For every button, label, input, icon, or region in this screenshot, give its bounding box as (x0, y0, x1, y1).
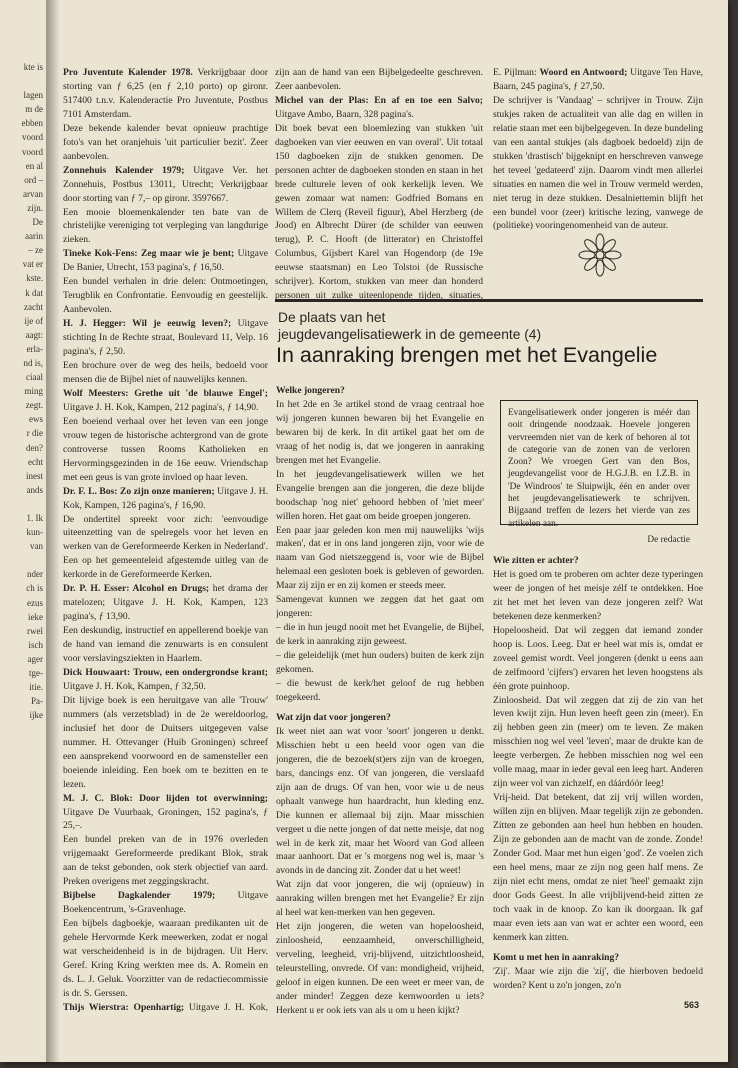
review-body: Uitgave Ambo, Baarn, 328 pagina's. (275, 108, 414, 120)
previous-page-fragment: itie. (29, 682, 43, 693)
review-body: Deze bekende kalender bevat opnieuw prachtige foto's van het oranjehuis 'uit particulier bezit'. Zeer aanbevolen. (63, 122, 268, 162)
review-title: H. J. Hegger: Wil je eeuwig leven?; (63, 318, 232, 330)
book-reviews-column-1 (63, 66, 268, 1016)
article-paragraph: 'Zij'. Maar wie zijn die 'zij', die hierboven bedoeld worden? Kent u zo'n jongen, zo'n (493, 965, 703, 991)
previous-page-fragment: ije of (24, 315, 43, 326)
review-title: Dr. F. L. Bos: Zo zijn onze manieren; (63, 485, 215, 497)
review-entry (63, 917, 268, 1001)
article-paragraph: Wat zijn dat voor jongeren, die wij (opnieuw) in aanraking willen brengen met het Evangelie? Er zijn al heel wat ken-merken van hen gegeven. (276, 879, 484, 919)
review-entry (275, 122, 483, 302)
intro-text: Evangelisatiewerk onder jongeren is méér dan ooit dringende noodzaak. Hoevele jongeren vervreemden niet van de kerk of behoren al tot de categorie van de zonen van de verloren Zoon? We vroegen Gert van den Bos, jeugdevangelist voor de H.G.J.B. en I.Z.B. in 'De Windroos' te Sluipwijk, één en ander over het jeugdevangelisatiewerk te schrijven. Bijgaand treffen de lezers het vierde van zes artikelen aan. (508, 408, 690, 529)
review-entry (63, 1001, 268, 1016)
kicker-line-1: De plaats van het (278, 310, 386, 325)
previous-page-fragment: voord (22, 146, 43, 157)
previous-page-fragment: r die (26, 428, 43, 439)
previous-page-fragment: ord – (24, 174, 43, 185)
review-body: Uitgave stichting In de Rechte straat, Boulevard 11, Velp. 16 pagina's, ƒ 2,50. (63, 318, 268, 358)
review-entry (63, 359, 268, 387)
previous-page-fragment: ews (29, 414, 43, 425)
page-number: 563 (684, 1000, 700, 1010)
review-entry (63, 247, 268, 275)
review-title: Dick Houwaart: Trouw, een ondergrondse krant; (63, 666, 268, 678)
review-body: het drama der matelozen; Uitgave J. H. Kok, Kampen, 123 pagina's, ƒ 13,90. (63, 583, 268, 623)
article-headline: In aanraking brengen met het Evangelie (276, 343, 658, 367)
review-entry (63, 485, 268, 513)
review-body: Uitgave J. H. Kok, Kampen, 212 pagina's, ƒ 14,90. (63, 401, 259, 413)
previous-page-fragment: aarin (25, 231, 43, 242)
review-entry (63, 833, 268, 889)
previous-page-fragment: arvan (23, 188, 43, 199)
previous-page-fragment: tge- (29, 668, 43, 679)
previous-page-fragment: ming (24, 386, 43, 397)
article-paragraph: Vrij-heid. Dat betekent, dat zij vrij willen worden, willen zijn en blijven. Maar tegelijk zijn ze gebonden. Zitten ze gebonden aan heel hun hebben en houden. Zijn ze gebonden aan de macht van de zonde. Zonde! Zonder God. Maar met hun eigen 'god'. Ze voelen zich een heel mens, maar ze zijn nog geen half mens. Ze zijn niet echt mens, omdat ze niet 'heel' gemaakt zijn door Gods Geest. In alle vrijblijvend-heid zitten ze toch vaak in de knoop. Zo kan ik doorgaan. Ik gaf maar even iets aan van wat er achter een woord, een kenmerk kan zitten. (493, 792, 703, 943)
review-author: E. Pijlman: (493, 67, 540, 78)
review-entry (63, 666, 268, 694)
article-paragraph: – die in hun jeugd nooit met het Evangelie, de Bijbel, de kerk in aanraking zijn geweest. (276, 622, 484, 648)
review-body: Een deskundig, instructief en appellerend boekje van de hand van iemand die zenuwarts is en consulent voor verslavingsziekten in Haarlem. (63, 625, 268, 665)
review-entry (493, 66, 703, 94)
review-body: Een mooie bloemenkalender ten bate van de christelijke vereniging tot verpleging van langdurige zieken. (63, 206, 268, 246)
previous-page-fragment: echt (28, 456, 43, 467)
review-title: Tineke Kok-Fens: Zeg maar wie je bent; (63, 248, 235, 260)
previous-page-fragment: erla- (26, 343, 43, 354)
previous-page-fragment (0, 497, 46, 511)
review-entry (63, 513, 268, 583)
review-body: Uitgave J. H. Kok, (188, 1001, 268, 1013)
previous-page-fragment: en al (25, 160, 43, 171)
article-paragraph: In het jeugdevangelisatiewerk willen we het Evangelie brengen aan die jongeren, die deze blijde boodschap 'nog niet' gehoord hebben of 'niet meer' willen horen. Het gaat om beide groepen jongeren. (276, 468, 484, 522)
previous-page-fragment: van (30, 541, 43, 552)
previous-page-fragment: kun- (26, 527, 43, 538)
previous-page-fragment: m de (25, 104, 43, 115)
review-body: zijn aan de hand van een Bijbelgedeelte geschreven. Zeer aanbevolen. (275, 67, 483, 92)
previous-page-fragment: ijke (29, 710, 43, 720)
previous-page-fragment: nder (27, 569, 43, 580)
previous-page-fragment: lagen (23, 90, 43, 101)
review-body: Dit boek bevat een bloemlezing van stukken 'uit dagboeken van vier eeuwen en van overal'. Uit totaal 150 dagboeken zijn de stukken genomen. De personen achter de dagboeken stonden en staan in het brede culturele leven of ook kerkelijk leven. We gewen zomaar wat namen: Godfried Bomans en Willem de Clerq (Reveil figuur), Abel Herzberg (de Jood) en Albrecht Dürer (de schilder van eeuwen terug), P. C. Hooft (de litterator) en Christoffel Columbus, Gijsbert Karel van Hogendorp (de 19e eeuwse staatsman) en Leo Tolstoi (de Russische schrijver). Kortom, stukken van meer dan honderd personen uit zulke uiteenlopende tijden, situaties, (275, 122, 483, 302)
review-entry (63, 624, 268, 666)
previous-page-fragment: De (32, 217, 43, 228)
book-reviews-column-2 (275, 66, 483, 302)
review-body: Uitgave Ver. het Zonnehuis, Postbus 13011, Utrecht; Verkrijgbaar door storting van ƒ 7,– op gironr. 3597667. (63, 164, 268, 204)
article-paragraph: Een paar jaar geleden kon men mij nauwelijks 'wijs maken', dat er in ons land jongeren zijn, voor wie de naam van God nietszeggend is, voor wie de Bijbel helemaal een gesloten boek is gebleven of geworden. Maar zij zijn er en zij komen er steeds meer. (276, 524, 484, 592)
review-entry (63, 275, 268, 317)
article-column-2 (493, 548, 703, 1018)
previous-page-fragment: – ze (28, 245, 43, 256)
floral-ornament-icon (575, 230, 625, 280)
previous-page-fragment: zegt. (25, 400, 43, 411)
review-body: Uitgave De Banier, Utrecht, 153 pagina's, ƒ 16,50. (63, 248, 268, 274)
previous-page-fragment: rwel (27, 625, 43, 636)
article-kicker (278, 309, 698, 343)
review-body: De schrijver is 'Vandaag' – schrijver in Trouw. Zijn stukjes raken de actualiteit van alle dag en willen in relatie staan met een bijbelgegeven. In deze bundeling van een aantal stukjes (als dagboek bedoeld) zijn de stukken 'drastisch' bijgeknipt en herschreven vanwege het teveel 'gedateerd' zijn. Daarom vindt men allerlei situaties en namen die wel in Trouw vermeld werden, niet terug in deze stukken. Desalniettemin blijft het een bundel voor (zeer) kritische lezing, vanwege de (politieke) vooringenomenheid van de auteur. (493, 94, 703, 232)
previous-page-fragment: ch is (26, 583, 43, 594)
gutter-shadow (46, 0, 60, 1062)
article-paragraph: – die geleidelijk (met hun ouders) buiten de kerk zijn gekomen. (276, 650, 484, 676)
article-paragraph: In het 2de en 3e artikel stond de vraag centraal hoe wij jongeren kunnen bewaren bij het Evangelie en bewaren bij de kerk. In dit artikel gaat het om de vraag of het nodig is, dat we jongeren in aanraking brengen met het Evangelie. (276, 398, 484, 466)
review-body: Uitgave Ten Have, Baarn, 245 pagina's, ƒ 27,50. (493, 67, 703, 92)
article-paragraph: Het is goed om te proberen om achter deze typeringen weer de jongen of het meisje zélf te ontdekken. Hoe zit het met het leven van deze jongeren zelf? Wat betekenen deze kenmerken? (493, 568, 703, 622)
review-title: Bijbelse Dagkalender 1979; (63, 890, 216, 902)
review-entry (275, 66, 483, 94)
review-title: Pro Juventute Kalender 1978. (63, 67, 193, 78)
previous-page-fragment: kte is (23, 62, 43, 72)
review-entry (63, 387, 268, 415)
review-title: Zonnehuis Kalender 1979; (63, 164, 185, 176)
previous-page-fragment (0, 74, 46, 88)
previous-page-fragment: Pa- (31, 696, 43, 707)
review-title: M. J. C. Blok: Door lijden tot overwinning; (63, 792, 268, 804)
review-entry (63, 415, 268, 485)
review-body: De ondertitel spreekt voor zich: 'eenvoudige uiteenzetting van de spelregels voor het leven en werken van de Gereformeerde Kerken in Nederland'. Een op het gemeenteleid afgestemde uitleg van de kerkorde in de Gereformeerde Kerken. (63, 513, 268, 581)
intro-signature: De redactie (647, 534, 690, 545)
editorial-intro-box (500, 400, 698, 545)
review-entry (63, 582, 268, 624)
review-entry (63, 792, 268, 834)
review-entry (275, 94, 483, 122)
kicker-line-2: jeugdevangelisatiewerk in de gemeente (4) (278, 327, 542, 342)
previous-page-fragment: inest (26, 470, 43, 481)
article-paragraph: Ik weet niet aan wat voor 'soort' jongeren u denkt. Misschien hebt u een beeld voor ogen van die jongeren, die de bezoek(st)ers zijn van de kroegen, bars, dancings enz. Of van jongeren, die verslaafd zijn aan de drugs. Of van hen, voor wie u de neus ophaalt vanwege hun haardracht, hun kleding enz. Die kunnen er allemaal bij zijn. Maar misschien vergeet u die nette jongen of dat nette meisje, dat nog wel in de kerk zit, maar het Woord van God alleen maar aanhoort. Dat er 's morgens nog wel is, maar 's avonds in de dancing zit. Zonder dat u het weet! (276, 725, 484, 877)
previous-page-fragment: ciaal (26, 372, 43, 383)
review-entry (63, 66, 268, 122)
article-paragraph: – die bewust de kerk/het geloof de rug hebben toegekeerd. (276, 678, 484, 703)
review-body: Uitgave Boekencentrum, 's-Gravenhage. (63, 890, 268, 916)
review-body: Een bundel verhalen in drie delen: Ontmoetingen, Terugblik en Confrontatie. Eenvoudig en geestelijk. Aanbevolen. (63, 276, 268, 316)
review-body: Een boeiend verhaal over het leven van een jonge vrouw tegen de historische achtergrond van de grote controverse tussen Rooms Katholieken en Hervormingsgezinden in de 16e eeuw. Vriendschap met een geus is van grote invloed op haar leven. (63, 415, 268, 483)
article-divider (275, 299, 703, 302)
article-subheading: Komt u met hen in aanraking? (493, 951, 620, 963)
review-body: Een bijbels dagboekje, waaraan predikanten uit de gehele Hervormde Kerk meewerken, zodat er nogal wat verscheidenheid is in de bijdragen. Uit Herv. Geref. Kring Kring werkten mee ds. A. Romein en ds. L. J. Geluk. Voorzitter van de redactiecommissie is dr. S. Gerssen. (63, 918, 268, 999)
review-body: Uitgave J. H. Kok, Kampen, ƒ 32,50. (63, 680, 206, 692)
previous-page-fragment: ebben (21, 118, 43, 129)
previous-page-fragment: kste. (26, 273, 43, 284)
previous-page-fragment: den? (26, 442, 43, 453)
review-entry (63, 122, 268, 164)
article-paragraph: Hopeloosheid. Dat wil zeggen dat iemand zonder hoop is. Loos. Leeg. Dat er heel wat mis is, omdat er zoveel gemist wordt. Veel jongeren (denkt u eens aan de zelfmoord 'cijfers') ervaren het leven hoogstens als één grote puinhoop. (493, 624, 703, 692)
review-title: Michel van der Plas: En af en toe een Salvo; (275, 94, 483, 106)
review-title: Woord en Antwoord; (539, 67, 628, 78)
previous-page-fragment: zijn. (27, 202, 43, 213)
article-paragraph: Zinloosheid. Dat wil zeggen dat zij de zin van het leven kwijt zijn. Hun leven heeft geen zin (meer). En zij hebben geen zin (meer) om te leven. Ze maken misschien nog wel veel 'leven', maar de drukte kan de leegte verbergen. Ze hebben misschien nog wel een volle maag, maar in ieder geval een leeg hart. Anderen zijn weer vol van zichzelf, en dáárdóór leeg! (493, 694, 703, 790)
review-body: Een bundel preken van de in 1976 overleden vrijgemaakt Gereformeerde predikant Blok, strak aan de tekst gebonden, ook sterk objectief van aard. Preken overigens met zeggingskracht. (63, 834, 268, 888)
review-title: Dr. P. H. Esser: Alcohol en Drugs; (63, 583, 210, 595)
article-subheading: Wie zitten er achter? (493, 555, 579, 566)
article-subheading: Wat zijn dat voor jongeren? (276, 711, 391, 723)
review-body: Uitgave J. H. Kok, Kampen, 126 pagina's, ƒ 16,90. (63, 485, 268, 511)
previous-page-fragment: voord (22, 132, 43, 143)
review-body: Verkrijgbaar door storting van ƒ 6,25 (en ƒ 2,10 porto) op gironr. 517400 t.n.v. Kalenderactie Pro Juventute, Postbus 7101 Amsterdam. (63, 67, 268, 120)
previous-page-fragment: ieke (28, 611, 43, 622)
review-title: Thijs Wierstra: Openhartig; (63, 1001, 185, 1013)
review-body: Een brochure over de weg des heils, bedoeld voor mensen die de Bijbel niet of nauwelijks kennen. (63, 360, 268, 385)
article-paragraph: Samengevat kunnen we zeggen dat het gaat om jongeren: (276, 594, 484, 620)
review-entry (63, 164, 268, 206)
previous-page-fragment: ezus (27, 597, 43, 608)
previous-page-fragment: zacht (24, 301, 43, 312)
article-paragraph: Het zijn jongeren, die weten van hopeloosheid, zinloosheid, eenzaamheid, onverschilligheid, verveling, leegheid, vrij-blijvend, uitzichtloosheid, teleurstelling, onvrede. Of van: mondigheid, vrijheid, geloof in eigen kunnen. De een weet er meer van, de ander minder! Zeggen deze kernwoorden u iets? Herkent u er ook iets van als u om u heen kijkt? (276, 921, 484, 1016)
review-body: Uitgave De Vuurbaak, Groningen, 152 pagina's, ƒ 25,–. (63, 806, 268, 832)
previous-page-fragment: ager (27, 653, 43, 664)
previous-page-fragment: k dat (25, 287, 43, 298)
previous-page-fragment (0, 553, 46, 567)
review-entry (63, 889, 268, 917)
previous-page-fragment: ands (26, 484, 43, 495)
review-entry (63, 317, 268, 359)
previous-page-fragment: nd is, (23, 357, 43, 368)
previous-page-fragment: isch (28, 639, 43, 650)
review-title: Wolf Meesters: Grethe uit 'de blauwe Engel'; (63, 387, 268, 399)
article-column-1 (276, 378, 484, 1018)
previous-page-edge (0, 60, 46, 720)
previous-page-fragment: vat er (22, 259, 43, 270)
previous-page-fragment: aagt: (25, 329, 43, 340)
previous-page-fragment: 1. Ik (26, 513, 43, 523)
review-body: Dit lijvige boek is een heruitgave van alle 'Trouw' nummers (als verzetsblad) in de 2e wereldoorlog, inclusief het door de Duitsers uitgegeven valse nummer. H. Ottevanger (Huib Groningen) schreef een aansprekend voorwoord en de samensteller een boeiende inleiding. Een boek om te bezitten en te lezen. (63, 694, 268, 790)
article-subheading: Welke jongeren? (276, 385, 345, 396)
review-entry (63, 694, 268, 792)
review-entry (63, 206, 268, 248)
